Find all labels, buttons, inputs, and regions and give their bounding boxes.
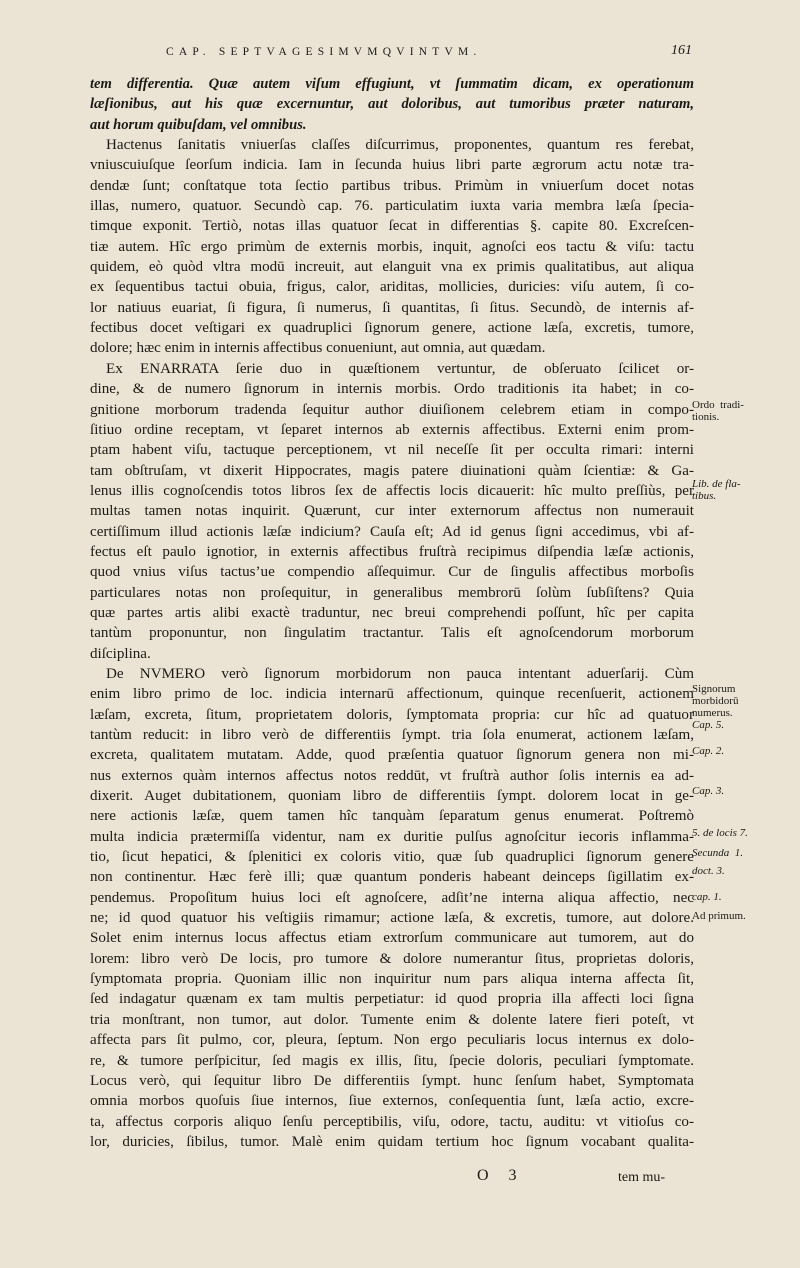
text-line: ta, affectus corporis aliquo ſenſu perceptibilis, viſu, odore, tactu, auditu: vt vitioſus co-: [90, 1113, 694, 1130]
running-head: CAP. SEPTVAGESIMVMQVINTVM.: [166, 46, 482, 58]
text-line: particulares notas non proſequitur, in generalibus membrorū ſolùm ſubſiſtens? Quia: [90, 584, 694, 601]
text-line: quidem, eò quòd vltra modū increuit, aut elanguit vna ex primis qualitatibus, aut aliqua: [90, 259, 694, 276]
margin-note: cap. 1.: [692, 891, 722, 903]
text-line: nus externos quàm internos affectus notos reddūt, vt fruſtrà author ſolis internis ea ad-: [90, 767, 694, 784]
catchword: tem mu-: [618, 1170, 666, 1185]
text-line: tria monſtrant, non tumor, aut dolor. Tumente enim & dolente latere fieri poteſt, vt: [90, 1011, 694, 1028]
text-line: Locus verò, qui ſequitur libro De differentiis ſympt. hunc ſenſum habet, Symptomata: [90, 1072, 694, 1089]
margin-note: Ad primum.: [692, 910, 746, 922]
page-number: 161: [671, 43, 692, 58]
margin-note: doct. 3.: [692, 865, 725, 877]
text-line: illas, numero, quatuor. Secundò cap. 76. particulatim iuxta varia membra læſa ſpecia-: [90, 198, 694, 215]
text-line: lor natiuus euariat, ſi figura, ſi numerus, ſi quantitas, ſi ſitus. Secundò, de internis af-: [90, 299, 694, 316]
text-line: dendæ ſunt; conſtatque tota ſectio partibus tribus. Primùm in vniuerſum docet notas: [90, 177, 694, 194]
main-text-block: [90, 74, 694, 1152]
margin-note: Cap. 5.: [692, 719, 725, 731]
text-line: certiſſimum illud actionis læſæ indicium? Cauſa eſt; Ad id genus ſigni accedimus, vbi af-: [90, 523, 694, 540]
text-line: ſymptomata propria. Quoniam illic non inquiritur num pars aliqua interna affecta ſit,: [90, 971, 694, 988]
text-line: aut horum quibuſdam, vel omnibus.: [90, 116, 307, 133]
text-line: læſam, excreta, ſitum, proprietatem doloris, ſymptomata propria: cur hîc ad quatuor: [90, 706, 694, 723]
text-line: Solet enim internus locus affectus etiam extrorſum communicare aut tumorem, aut do: [90, 930, 694, 947]
text-line: omnia morbos quoſuis ſiue internos, ſiue externos, conſequentia ſunt, læſa actio, excre-: [90, 1093, 694, 1110]
text-line: nere actionis læſæ, quem tamen hîc tanquàm ſeparatum genus enumerat. Poſtremò: [90, 808, 694, 825]
text-line: multa indicia prætermiſſa videntur, nam ex duritie pulſus agnoſcitur iecoris inflamma-: [90, 828, 694, 845]
text-line: gnitione morborum tradenda ſequitur author diuiſionem celebrem etiam in compo-: [90, 401, 694, 418]
text-line: tam obſtruſam, vt dixerit Hippocrates, magis patere diuinationi quàm ſcientiæ: & Ga-: [90, 462, 694, 479]
margin-note: Secunda 1.: [692, 847, 744, 859]
text-line: ſitiuo ordine receptam, vt ſeparet internos ab externis affectibus. Externi enim prom-: [90, 421, 694, 438]
text-line: tantùm reducit: in libro verò de differentiis ſympt. tria ſola enumerat, actionem læſam,: [90, 727, 694, 743]
text-line: pendemus. Propoſitum huius loci eſt agnoſcere, adſit’ne interna aliqua affectio, nec: [90, 889, 694, 906]
text-line: De NVMERO verò ſignorum morbidorum non pauca intentant aduerſarij. Cùm: [106, 665, 694, 682]
text-line: multas tamen notas inquirit. Quærunt, cur inter externorum affectus non numerauit: [90, 503, 694, 520]
text-line: diſciplina.: [90, 645, 151, 662]
text-line: ptam habent viſu, tactuque perceptionem, vt nil neceſſe ſit per occulta rimari: interni: [90, 442, 694, 459]
text-line: ne; id quod quatuor his veſtigiis rimamur; actione læſa, & excretis, tumore, aut dolore.: [90, 910, 694, 927]
text-line: lenus illis cognoſcendis totos libros ſex de affectis locis dicauerit: hîc multo preſſiùs, per: [90, 482, 694, 499]
text-line: dixerit. Auget dubitationem, quoniam libro de differentiis ſympt. dolorem locat in ge-: [90, 788, 694, 805]
text-line: tantùm proponuntur, non ſingulatim tractantur. Talis eſt agnoſcendorum morborum: [90, 625, 694, 642]
margin-note: Cap. 3.: [692, 785, 725, 797]
text-line: Hactenus ſanitatis vniuerſas claſſes diſcurrimus, proponentes, quantum res ferebat,: [106, 137, 694, 154]
text-line: vniuscuiuſque ſeorſum indicia. Iam in ſecunda huius libri parte ægrorum actu notæ tra-: [90, 157, 694, 174]
text-line: enim libro primo de loc. indicia internarū affectionum, quinque recenſuerit, actionem: [90, 686, 694, 703]
text-line: tio, ſicut hepatici, & ſplenitici ex coloris vitio, quæ ſub quadruplici ſignorum genere: [90, 849, 694, 866]
margin-note: Signorum morbidorū numerus.: [692, 683, 739, 719]
text-line: non continentur. Hæc ferè illi; quæ quantum ponderis habeant deinceps ſigillatim ex-: [90, 869, 694, 886]
signature-mark: O 3: [477, 1167, 525, 1184]
margin-note: Cap. 2.: [692, 745, 725, 757]
text-line: læſionibus, aut his quæ excernuntur, aut doloribus, aut tumoribus præter naturam,: [90, 96, 694, 113]
text-line: lorem: libro verò De locis, pro tumore & dolore numerantur ſitus, proprietas doloris,: [90, 950, 694, 967]
text-line: ex ſequentibus tactui obuia, frigus, calor, ariditas, mollicies, duricies: viſu autem, ſi co-: [90, 279, 694, 296]
text-line: quæ partes artis alibi exactè traduntur, nec breui comprehendi poſſunt, hîc per capita: [90, 604, 694, 621]
text-line: dine, & de numero ſignorum in internis morbis. Ordo traditionis ita habet; in co-: [90, 381, 694, 398]
margin-note: 5. de locis 7.: [692, 827, 748, 839]
text-line: fectus eſt paulo ignotior, in externis affectibus fruſtrà recipimus diſpendia læſæ actionis,: [90, 543, 694, 560]
text-line: ſed indagatur quænam ex tam multis perpetiatur: id quod propria illa affecti loci ſigna: [90, 991, 694, 1008]
text-line: re, & tumore perſpicitur, ſed magis ex illis, ſitu, ſpecie doloris, peculiari ſymptomate.: [90, 1052, 694, 1069]
text-line: fectibus docet veſtigari ex quadruplici ſignorum genere, actione læſa, excretis, tumore,: [90, 320, 694, 337]
text-line: lor, duricies, ſibilus, tumor. Malè enim quidam tertium hoc ſignum vocabant qualita-: [90, 1133, 694, 1150]
margin-note: Lib. de fla- tibus.: [692, 478, 741, 502]
text-line: affecta pars ſit pulmo, cor, pleura, ſeptum. Non ergo peculiaris locus internus ex dolo-: [90, 1032, 694, 1049]
text-line: excreta, qualitatem mutatam. Adde, quod præſentia quatuor ſignorum genera non mi-: [90, 747, 694, 764]
text-line: quod vnius viſus tactus’ue compendio aſſequimur. Cur de ſingulis affectibus morboſis: [90, 564, 694, 581]
text-line: tiæ autem. Hîc ergo primùm de externis morbis, inquit, agnoſci eos tactu & viſu: tactu: [90, 238, 694, 255]
text-line: tem differentia. Quæ autem viſum effugiunt, vt ſummatim dicam, ex operationum: [90, 76, 694, 92]
text-line: timque exponit. Tertiò, notas illas quatuor ſecat in differentias §. capite 80. Excreſcen-: [90, 218, 694, 235]
text-line: dolore; hæc enim in internis affectibus conueniunt, aut omnia, aut quædam.: [90, 340, 546, 357]
text-line: Ex ENARRATA ſerie duo in quæſtionem vertuntur, de obſeruato ſcilicet or-: [106, 360, 694, 377]
margin-note: Ordo tradi- tionis.: [692, 399, 744, 423]
